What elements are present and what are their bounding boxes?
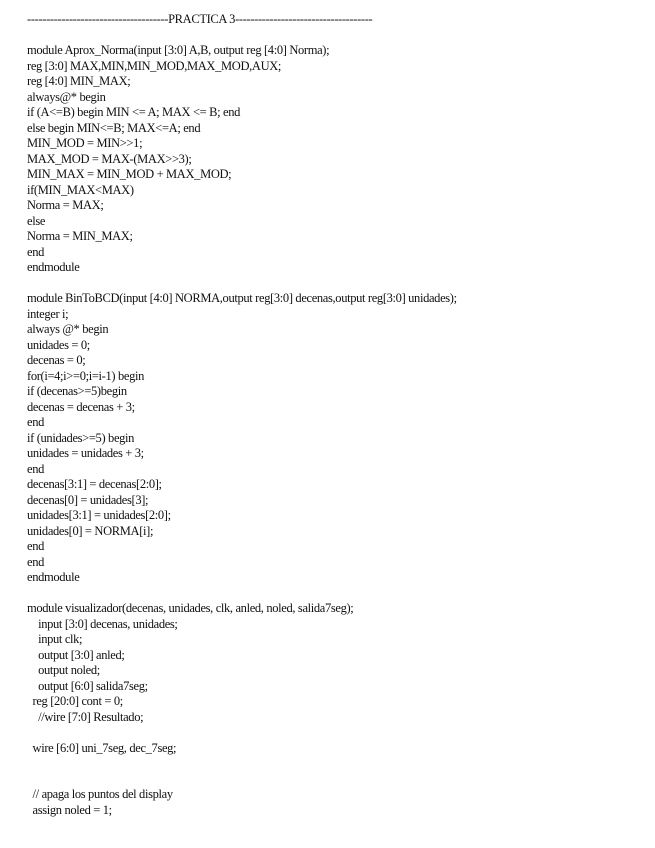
code-line: end xyxy=(27,415,44,429)
code-line: end xyxy=(27,461,44,476)
code-line: output [6:0] salida7seg; xyxy=(27,678,148,693)
code-line: Norma = MAX; xyxy=(27,198,104,212)
code-line: MAX_MOD = MAX-(MAX>>3); xyxy=(27,151,192,166)
code-line: integer i; xyxy=(27,306,69,321)
code-line: reg [20:0] cont = 0; xyxy=(27,694,123,708)
code-line: end xyxy=(27,554,44,569)
code-line: module Aprox_Norma(input [3:0] A,B, output reg [4:0] Norma); xyxy=(27,43,330,57)
code-line: end xyxy=(27,244,44,259)
code-line: decenas = decenas + 3; xyxy=(27,399,135,414)
code-line: input [3:0] decenas, unidades; xyxy=(27,616,178,631)
code-line: endmodule xyxy=(27,570,80,584)
code-line: module BinToBCD(input [4:0] NORMA,output reg[3:0] decenas,output reg[3:0] unidades); xyxy=(27,291,457,305)
blank-line xyxy=(27,586,647,602)
code-line: unidades = 0; xyxy=(27,337,90,352)
code-line: if (A<=B) begin MIN <= A; MAX <= B; end xyxy=(27,105,241,119)
code-line: module visualizador(decenas, unidades, clk, anled, noled, salida7seg); xyxy=(27,601,354,615)
code-line: for(i=4;i>=0;i=i-1) begin xyxy=(27,368,144,383)
blank-line xyxy=(27,276,647,292)
code-line: decenas = 0; xyxy=(27,353,86,367)
code-line: if (decenas>=5)begin xyxy=(27,384,127,398)
code-line: output [3:0] anled; xyxy=(27,647,125,662)
code-line: endmodule xyxy=(27,260,80,274)
code-line: else begin MIN<=B; MAX<=A; end xyxy=(27,120,201,135)
comment-line: //wire [7:0] Resultado; xyxy=(27,709,144,724)
blank-line xyxy=(27,772,647,788)
comment-line: // apaga los puntos del display xyxy=(27,787,173,801)
code-line: MIN_MOD = MIN>>1; xyxy=(27,136,143,150)
code-line: assign noled = 1; xyxy=(27,802,112,817)
code-line: always @* begin xyxy=(27,322,109,336)
code-line: output noled; xyxy=(27,663,100,677)
code-line: Norma = MIN_MAX; xyxy=(27,229,133,243)
code-line: wire [6:0] uni_7seg, dec_7seg; xyxy=(27,740,177,755)
title-line: -------------------------------------PRACTICA 3------------------------------------ xyxy=(27,12,373,26)
code-line: reg [4:0] MIN_MAX; xyxy=(27,74,131,88)
code-line: end xyxy=(27,539,44,553)
document-page xyxy=(27,12,647,818)
code-line: else xyxy=(27,213,46,228)
blank-line xyxy=(27,28,647,44)
code-line: always@* begin xyxy=(27,89,106,104)
code-line: reg [3:0] MAX,MIN,MIN_MOD,MAX_MOD,AUX; xyxy=(27,58,282,73)
code-line: if(MIN_MAX<MAX) xyxy=(27,182,134,197)
code-line: unidades = unidades + 3; xyxy=(27,446,144,460)
code-line: decenas[0] = unidades[3]; xyxy=(27,492,149,507)
code-line: input clk; xyxy=(27,632,83,646)
blank-line xyxy=(27,756,647,772)
code-line: unidades[3:1] = unidades[2:0]; xyxy=(27,508,171,522)
code-line: if (unidades>=5) begin xyxy=(27,430,135,445)
code-line: unidades[0] = NORMA[i]; xyxy=(27,523,154,538)
code-line: decenas[3:1] = decenas[2:0]; xyxy=(27,477,162,491)
code-line: MIN_MAX = MIN_MOD + MAX_MOD; xyxy=(27,167,232,181)
blank-line xyxy=(27,725,647,741)
